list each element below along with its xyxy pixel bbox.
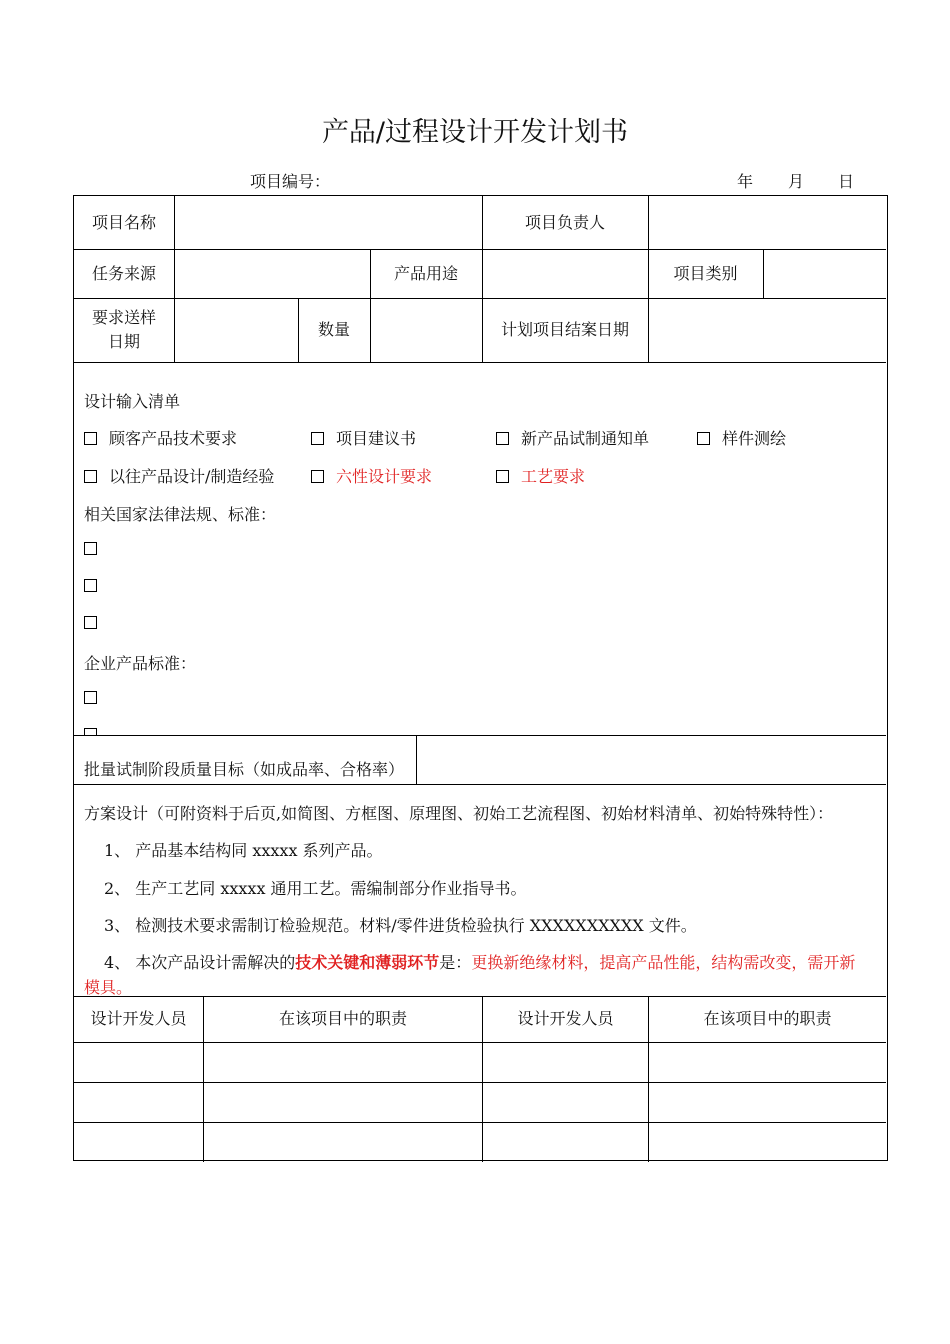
project-name-value[interactable] [175,196,482,249]
scheme-item-4-continued: 模具。 [84,978,133,997]
input-six-properties[interactable]: 六性设计要求 [311,464,432,487]
quantity-value[interactable] [371,298,482,362]
checkbox-icon[interactable] [496,470,509,483]
law-item-3[interactable] [84,613,109,632]
input-trial-notice[interactable]: 新产品试制通知单 [496,426,649,449]
design-input-heading: 设计输入清单 [84,392,181,411]
scheme-item-2: 2、 生产工艺同 xxxxx 通用工艺。需编制部分作业指导书。 [104,879,527,898]
staff-col-header-2: 在该项目中的职责 [278,1009,407,1028]
checkbox-icon[interactable] [311,432,324,445]
task-source-value[interactable] [175,249,370,298]
checkbox-icon[interactable] [84,616,97,629]
input-project-proposal[interactable]: 项目建议书 [311,426,416,449]
quality-target-value[interactable] [417,735,886,784]
law-item-1[interactable] [84,539,109,558]
checkbox-icon[interactable] [84,470,97,483]
sample-date-label-line1: 要求送样 [91,308,156,327]
sample-date-value[interactable] [175,298,298,362]
day-label: 日 [838,172,855,191]
product-use-value[interactable] [483,249,648,298]
input-past-experience[interactable]: 以往产品设计/制造经验 [84,464,274,487]
checkbox-icon[interactable] [84,542,97,555]
scheme-heading: 方案设计（可附资料于后页,如简图、方框图、原理图、初始工艺流程图、初始材料清单、初始特殊特性）： [84,804,834,823]
close-date-value[interactable] [649,298,886,362]
staff-col-header-3: 设计开发人员 [517,1009,614,1028]
checkbox-icon[interactable] [84,579,97,592]
checkbox-icon[interactable] [496,432,509,445]
quality-target-label: 批量试制阶段质量目标（如成品率、合格率） [84,760,405,779]
laws-standards-label: 相关国家法律法规、标准： [84,505,277,524]
month-label: 月 [788,172,805,191]
law-item-2[interactable] [84,576,109,595]
scheme-item-1: 1、 产品基本结构同 xxxxx 系列产品。 [104,841,383,860]
checkbox-icon[interactable] [697,432,710,445]
staff-col-header-1: 设计开发人员 [90,1009,187,1028]
project-owner-label: 项目负责人 [524,212,605,232]
scheme-item-3: 3、 检测技术要求需制订检验规范。材料/零件进货检验执行 XXXXXXXXXX 文件。 [104,916,697,935]
project-type-label: 项目类别 [673,263,738,283]
checkbox-icon[interactable] [84,728,97,735]
table-row[interactable] [74,1123,886,1160]
project-name-label: 项目名称 [91,212,156,232]
task-source-label: 任务来源 [91,263,156,283]
input-customer-requirements[interactable]: 顾客产品技术要求 [84,426,237,449]
sample-date-label [74,298,174,362]
project-owner-value[interactable] [649,196,886,249]
product-use-label: 产品用途 [393,263,458,283]
input-process-requirements[interactable]: 工艺要求 [496,464,585,487]
project-number-label: 项目编号： [250,172,331,191]
input-sample-mapping[interactable]: 样件测绘 [697,426,786,449]
checkbox-icon[interactable] [84,432,97,445]
checkbox-icon[interactable] [311,470,324,483]
enterprise-item-2[interactable] [84,725,109,735]
key-weak-points: 技术关键和薄弱环节 [295,953,440,972]
table-row[interactable] [74,1043,886,1082]
table-row[interactable] [74,1083,886,1122]
checkbox-icon[interactable] [84,691,97,704]
scheme-item-4: 4、 本次产品设计需解决的技术关键和薄弱环节是：更换新绝缘材料，提高产品性能，结构需改变，需开新 [104,953,856,972]
staff-col-header-4: 在该项目中的职责 [703,1009,832,1028]
close-date-label: 计划项目结案日期 [500,320,629,339]
project-type-value[interactable] [764,249,886,298]
page-title: 产品/过程设计开发计划书 [321,117,629,148]
design-input-section [74,363,886,735]
year-label: 年 [737,172,754,191]
plan-form-table [73,195,888,1161]
enterprise-item-1[interactable] [84,688,109,707]
enterprise-standard-label: 企业产品标准： [84,654,197,673]
sample-date-label-line2: 日期 [107,332,140,351]
quantity-label: 数量 [317,320,350,339]
